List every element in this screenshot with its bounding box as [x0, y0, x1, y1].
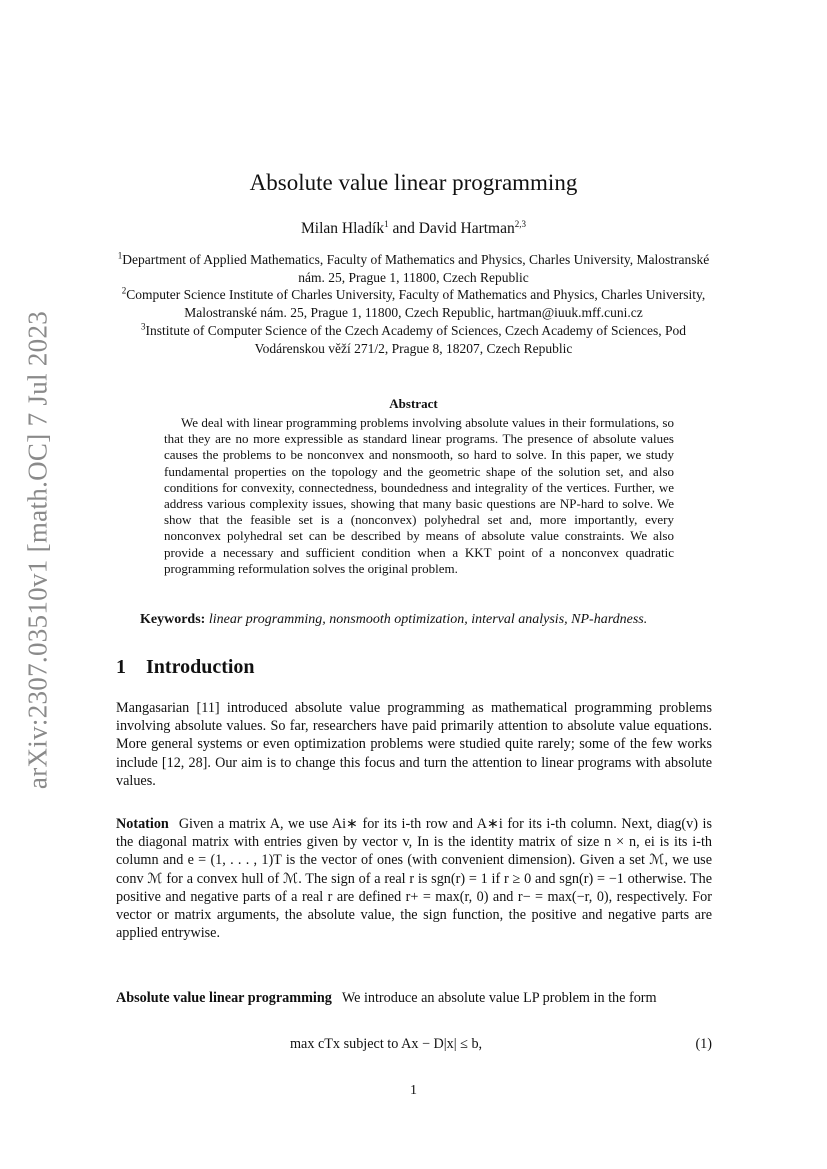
intro-paragraph: Mangasarian [11] introduced absolute value programming as mathematical programming problems involving absolute values. So far, researchers have paid primarily attention to absolute value equations. More general systems or even optimization problems were studied quite rarely; some of the few works include [12, 28]. Our aim is to change this focus and turn the attention to linear programs with absolute values.	[116, 700, 712, 789]
avlp-paragraph	[116, 989, 712, 1007]
affiliation	[110, 251, 717, 286]
arxiv-id: arXiv:2307.03510v1 [math.OC] 7 Jul 2023	[22, 310, 53, 790]
section-title: Introduction	[146, 656, 255, 678]
abstract-text: We deal with linear programming problems involving absolute values in their formulations, so that they are no more expressible as standard linear programs. The presence of absolute values causes the problems to be nonconvex and nonsmooth, so hard to solve. In this paper, we study fundamental properties on the topology and the geometric shape of the solution set, and also conditions for convexity, connectedness, boundedness and integrality of the vertices. Further, we address various complexity issues, showing that many basic questions are NP-hard to solve. We show that the feasible set is a (nonconvex) polyhedral set and, more importantly, every nonconvex polyhedral set can be described by means of absolute value constraints. We also provide a necessary and sufficient condition when a KKT point of a nonconvex quadratic programming reformulation solves the original problem.	[164, 415, 674, 576]
affiliation-text: Department of Applied Mathematics, Faculty of Mathematics and Physics, Charles University, Malostranské nám. 25, Prague 1, 11800, Czech Republic	[122, 252, 710, 285]
author-affil-mark: 1	[384, 218, 389, 229]
notation-paragraph	[116, 815, 712, 942]
author-conjunction: and	[388, 220, 419, 237]
keywords	[140, 612, 740, 628]
abstract-heading: Abstract	[389, 396, 438, 411]
notation-heading: Notation	[116, 816, 169, 832]
author-name: Milan Hladík	[301, 220, 385, 237]
keywords-label: Keywords:	[140, 612, 206, 627]
section-number: 1	[116, 656, 126, 678]
affiliation	[110, 322, 717, 357]
author-line	[0, 220, 827, 238]
paper-title: Absolute value linear programming	[249, 170, 578, 195]
affiliation-mark: 2	[121, 285, 127, 296]
section-heading	[116, 656, 255, 679]
notation-text: Given a matrix A, we use Ai∗ for its i-th row and A∗i for its i-th column. Next, diag(v) is the diagonal matrix with entries given by vector v, In is the identity matrix of size n × n, ei is its i-th column and e = (1, . . . , 1)T is the vector of ones (with convenient dimension). Given a set ℳ, we use conv ℳ for a convex hull of ℳ. The sign of a real r is sgn(r) = 1 if r ≥ 0 and sgn(r) = −1 otherwise. The positive and negative parts of a real r are defined r+ = max(r, 0) and r− = max(−r, 0), respectively. For vector or matrix arguments, the absolute value, the sign function, the positive and negative parts are applied entrywise.	[116, 816, 712, 942]
author-affil-mark: 2,3	[514, 218, 526, 229]
avlp-heading: Absolute value linear programming	[116, 990, 332, 1006]
affiliation-mark: 3	[140, 321, 146, 332]
affiliation-text: Institute of Computer Science of the Czech Academy of Sciences, Czech Academy of Sciences, Pod Vodárenskou věží 271/2, Prague 8, 18207, Czech Republic	[145, 322, 687, 356]
page-number: 1	[410, 1083, 417, 1098]
keywords-text: linear programming, nonsmooth optimization, interval analysis, NP-hardness.	[208, 612, 648, 627]
equation-body: max cTx subject to Ax − D|x| ≤ b,	[290, 1036, 483, 1052]
affiliation-mark: 1	[117, 250, 123, 261]
affiliation-text: Computer Science Institute of Charles University, Faculty of Mathematics and Physics, Charles University, Malostranské nám. 25, Prague 1, 11800, Czech Republic, hartman@iuuk.mff.cuni.cz	[126, 287, 706, 321]
equation-number: (1)	[695, 1036, 712, 1052]
affiliations	[110, 251, 717, 357]
avlp-text: We introduce an absolute value LP problem in the form	[341, 990, 657, 1006]
affiliation	[110, 286, 717, 321]
author-name: David Hartman	[418, 220, 515, 237]
